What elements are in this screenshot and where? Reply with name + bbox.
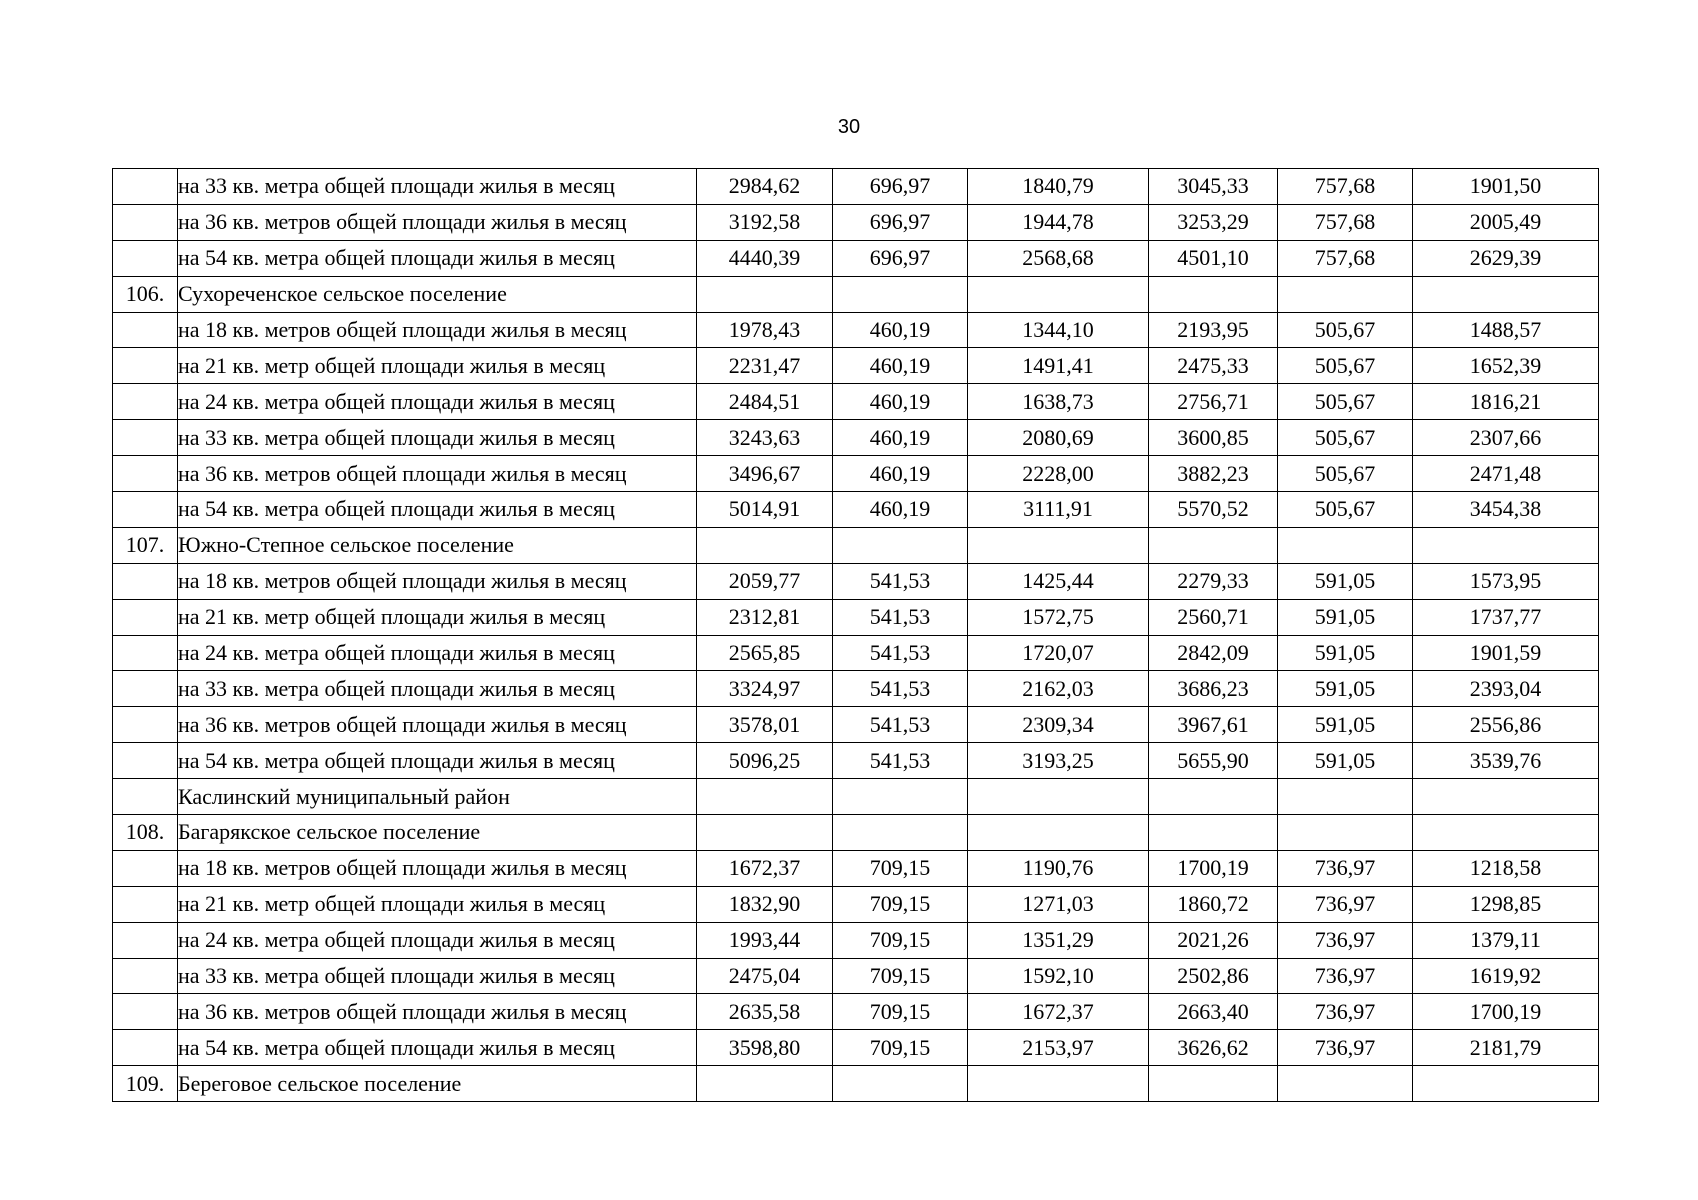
value-cell-5: 736,97 — [1278, 994, 1413, 1030]
value-cell-2: 696,97 — [833, 169, 968, 205]
row-number — [113, 922, 178, 958]
value-cell-4: 3967,61 — [1149, 707, 1278, 743]
row-number — [113, 420, 178, 456]
table-row — [113, 240, 1599, 276]
value-cell-1: 2059,77 — [697, 563, 833, 599]
value-cell-1 — [697, 815, 833, 851]
row-description: на 36 кв. метров общей площади жилья в месяц — [178, 204, 697, 240]
row-description: на 54 кв. метра общей площади жилья в месяц — [178, 240, 697, 276]
value-cell-3: 1491,41 — [968, 348, 1149, 384]
value-cell-4: 2475,33 — [1149, 348, 1278, 384]
value-cell-2 — [833, 779, 968, 815]
value-cell-3: 1351,29 — [968, 922, 1149, 958]
value-cell-3 — [968, 1066, 1149, 1102]
row-number — [113, 886, 178, 922]
row-description: на 18 кв. метров общей площади жилья в месяц — [178, 850, 697, 886]
value-cell-6: 2556,86 — [1413, 707, 1599, 743]
row-description: на 36 кв. метров общей площади жилья в месяц — [178, 994, 697, 1030]
row-number — [113, 492, 178, 528]
value-cell-3 — [968, 527, 1149, 563]
table-row — [113, 707, 1599, 743]
value-cell-4: 3253,29 — [1149, 204, 1278, 240]
value-cell-5 — [1278, 527, 1413, 563]
value-cell-3: 1638,73 — [968, 384, 1149, 420]
value-cell-4: 2021,26 — [1149, 922, 1278, 958]
value-cell-2 — [833, 527, 968, 563]
value-cell-3 — [968, 779, 1149, 815]
value-cell-1: 2484,51 — [697, 384, 833, 420]
value-cell-6: 1737,77 — [1413, 599, 1599, 635]
value-cell-2: 541,53 — [833, 599, 968, 635]
row-number — [113, 348, 178, 384]
value-cell-2: 709,15 — [833, 850, 968, 886]
value-cell-1: 3496,67 — [697, 456, 833, 492]
value-cell-3: 3193,25 — [968, 743, 1149, 779]
value-cell-3: 1344,10 — [968, 312, 1149, 348]
table-row — [113, 456, 1599, 492]
row-number — [113, 671, 178, 707]
value-cell-3: 1572,75 — [968, 599, 1149, 635]
value-cell-2: 460,19 — [833, 384, 968, 420]
value-cell-4: 1860,72 — [1149, 886, 1278, 922]
value-cell-1: 3324,97 — [697, 671, 833, 707]
value-cell-6: 1218,58 — [1413, 850, 1599, 886]
tariff-table — [112, 168, 1599, 1102]
value-cell-4: 3626,62 — [1149, 1030, 1278, 1066]
value-cell-2: 541,53 — [833, 635, 968, 671]
value-cell-4: 2756,71 — [1149, 384, 1278, 420]
row-description: Береговое сельское поселение — [178, 1066, 697, 1102]
table-row — [113, 671, 1599, 707]
value-cell-6: 2307,66 — [1413, 420, 1599, 456]
row-number: 109. — [113, 1066, 178, 1102]
value-cell-3: 1944,78 — [968, 204, 1149, 240]
value-cell-4: 3686,23 — [1149, 671, 1278, 707]
value-cell-2: 541,53 — [833, 743, 968, 779]
value-cell-6: 2181,79 — [1413, 1030, 1599, 1066]
value-cell-2: 709,15 — [833, 994, 968, 1030]
row-description: на 21 кв. метр общей площади жилья в месяц — [178, 886, 697, 922]
value-cell-6: 2471,48 — [1413, 456, 1599, 492]
value-cell-3: 1840,79 — [968, 169, 1149, 205]
value-cell-5: 505,67 — [1278, 312, 1413, 348]
value-cell-5: 505,67 — [1278, 456, 1413, 492]
value-cell-1 — [697, 527, 833, 563]
value-cell-1 — [697, 779, 833, 815]
value-cell-1: 4440,39 — [697, 240, 833, 276]
value-cell-2: 460,19 — [833, 456, 968, 492]
row-number — [113, 958, 178, 994]
table-row — [113, 815, 1599, 851]
value-cell-5: 505,67 — [1278, 492, 1413, 528]
value-cell-1 — [697, 1066, 833, 1102]
table-row — [113, 779, 1599, 815]
row-number — [113, 779, 178, 815]
value-cell-2: 709,15 — [833, 1030, 968, 1066]
table-row — [113, 994, 1599, 1030]
value-cell-6: 3454,38 — [1413, 492, 1599, 528]
table-body — [113, 169, 1599, 1102]
row-description: на 24 кв. метра общей площади жилья в месяц — [178, 384, 697, 420]
value-cell-5: 757,68 — [1278, 240, 1413, 276]
table-row — [113, 886, 1599, 922]
value-cell-2: 460,19 — [833, 348, 968, 384]
value-cell-6: 1488,57 — [1413, 312, 1599, 348]
value-cell-5: 757,68 — [1278, 204, 1413, 240]
value-cell-3: 2309,34 — [968, 707, 1149, 743]
value-cell-6: 1573,95 — [1413, 563, 1599, 599]
value-cell-5 — [1278, 815, 1413, 851]
value-cell-6 — [1413, 815, 1599, 851]
table-row — [113, 743, 1599, 779]
value-cell-3: 1271,03 — [968, 886, 1149, 922]
value-cell-6: 1901,59 — [1413, 635, 1599, 671]
value-cell-4 — [1149, 815, 1278, 851]
value-cell-3: 1592,10 — [968, 958, 1149, 994]
value-cell-2 — [833, 276, 968, 312]
value-cell-1: 2475,04 — [697, 958, 833, 994]
value-cell-6: 3539,76 — [1413, 743, 1599, 779]
value-cell-5: 736,97 — [1278, 886, 1413, 922]
value-cell-5 — [1278, 276, 1413, 312]
value-cell-4 — [1149, 779, 1278, 815]
row-number: 107. — [113, 527, 178, 563]
row-description: на 54 кв. метра общей площади жилья в месяц — [178, 743, 697, 779]
table-row — [113, 492, 1599, 528]
row-number — [113, 707, 178, 743]
value-cell-3: 2153,97 — [968, 1030, 1149, 1066]
value-cell-2 — [833, 1066, 968, 1102]
value-cell-5: 505,67 — [1278, 384, 1413, 420]
row-number — [113, 456, 178, 492]
value-cell-3: 1425,44 — [968, 563, 1149, 599]
row-number — [113, 384, 178, 420]
row-number — [113, 563, 178, 599]
row-description: Багарякское сельское поселение — [178, 815, 697, 851]
row-description: на 18 кв. метров общей площади жилья в месяц — [178, 312, 697, 348]
table-row — [113, 563, 1599, 599]
value-cell-1: 2312,81 — [697, 599, 833, 635]
row-description: на 54 кв. метра общей площади жилья в месяц — [178, 1030, 697, 1066]
table-row — [113, 384, 1599, 420]
value-cell-5: 591,05 — [1278, 635, 1413, 671]
row-description: на 24 кв. метра общей площади жилья в месяц — [178, 635, 697, 671]
value-cell-3: 2228,00 — [968, 456, 1149, 492]
row-number — [113, 204, 178, 240]
value-cell-6: 2393,04 — [1413, 671, 1599, 707]
value-cell-5 — [1278, 779, 1413, 815]
table-row — [113, 1066, 1599, 1102]
value-cell-1: 3578,01 — [697, 707, 833, 743]
value-cell-4: 3882,23 — [1149, 456, 1278, 492]
value-cell-5: 591,05 — [1278, 563, 1413, 599]
value-cell-2: 541,53 — [833, 707, 968, 743]
value-cell-6: 1652,39 — [1413, 348, 1599, 384]
value-cell-4 — [1149, 276, 1278, 312]
value-cell-3: 2080,69 — [968, 420, 1149, 456]
value-cell-1: 1993,44 — [697, 922, 833, 958]
row-description: на 33 кв. метра общей площади жилья в месяц — [178, 169, 697, 205]
table-row — [113, 958, 1599, 994]
value-cell-3: 1190,76 — [968, 850, 1149, 886]
page-number: 30 — [837, 116, 861, 138]
row-description: на 24 кв. метра общей площади жилья в месяц — [178, 922, 697, 958]
table-row — [113, 169, 1599, 205]
value-cell-1: 2565,85 — [697, 635, 833, 671]
value-cell-1: 2231,47 — [697, 348, 833, 384]
value-cell-3: 2568,68 — [968, 240, 1149, 276]
row-description: Сухореченское сельское поселение — [178, 276, 697, 312]
value-cell-4: 3045,33 — [1149, 169, 1278, 205]
value-cell-5: 591,05 — [1278, 707, 1413, 743]
value-cell-6: 1379,11 — [1413, 922, 1599, 958]
row-description: Южно-Степное сельское поселение — [178, 527, 697, 563]
table-row — [113, 1030, 1599, 1066]
value-cell-5 — [1278, 1066, 1413, 1102]
value-cell-6 — [1413, 276, 1599, 312]
value-cell-4: 2842,09 — [1149, 635, 1278, 671]
value-cell-5: 591,05 — [1278, 743, 1413, 779]
row-description: на 33 кв. метра общей площади жилья в месяц — [178, 958, 697, 994]
value-cell-5: 757,68 — [1278, 169, 1413, 205]
value-cell-2: 709,15 — [833, 958, 968, 994]
row-description: на 21 кв. метр общей площади жилья в месяц — [178, 348, 697, 384]
value-cell-1 — [697, 276, 833, 312]
value-cell-1: 3598,80 — [697, 1030, 833, 1066]
value-cell-2 — [833, 815, 968, 851]
value-cell-6 — [1413, 1066, 1599, 1102]
row-description: на 21 кв. метр общей площади жилья в месяц — [178, 599, 697, 635]
value-cell-3 — [968, 815, 1149, 851]
value-cell-4: 4501,10 — [1149, 240, 1278, 276]
value-cell-4: 1700,19 — [1149, 850, 1278, 886]
row-description: на 33 кв. метра общей площади жилья в месяц — [178, 420, 697, 456]
value-cell-4: 2193,95 — [1149, 312, 1278, 348]
value-cell-3: 1720,07 — [968, 635, 1149, 671]
row-number — [113, 312, 178, 348]
table-row — [113, 276, 1599, 312]
value-cell-6: 1901,50 — [1413, 169, 1599, 205]
value-cell-2: 541,53 — [833, 563, 968, 599]
value-cell-5: 591,05 — [1278, 599, 1413, 635]
value-cell-2: 460,19 — [833, 312, 968, 348]
value-cell-6 — [1413, 527, 1599, 563]
value-cell-2: 460,19 — [833, 492, 968, 528]
table-row — [113, 850, 1599, 886]
value-cell-1: 3192,58 — [697, 204, 833, 240]
value-cell-4: 2279,33 — [1149, 563, 1278, 599]
row-number — [113, 599, 178, 635]
value-cell-4: 5655,90 — [1149, 743, 1278, 779]
value-cell-4: 2663,40 — [1149, 994, 1278, 1030]
row-number — [113, 240, 178, 276]
value-cell-6: 2005,49 — [1413, 204, 1599, 240]
row-number — [113, 635, 178, 671]
row-description: на 54 кв. метра общей площади жилья в месяц — [178, 492, 697, 528]
value-cell-2: 696,97 — [833, 204, 968, 240]
value-cell-5: 736,97 — [1278, 850, 1413, 886]
value-cell-1: 5014,91 — [697, 492, 833, 528]
value-cell-5: 736,97 — [1278, 1030, 1413, 1066]
value-cell-1: 1832,90 — [697, 886, 833, 922]
value-cell-2: 541,53 — [833, 671, 968, 707]
value-cell-5: 591,05 — [1278, 671, 1413, 707]
value-cell-5: 736,97 — [1278, 922, 1413, 958]
value-cell-1: 1672,37 — [697, 850, 833, 886]
row-number — [113, 994, 178, 1030]
value-cell-1: 3243,63 — [697, 420, 833, 456]
value-cell-2: 709,15 — [833, 886, 968, 922]
table-row — [113, 922, 1599, 958]
row-number — [113, 169, 178, 205]
row-number — [113, 850, 178, 886]
value-cell-3: 3111,91 — [968, 492, 1149, 528]
value-cell-6: 1700,19 — [1413, 994, 1599, 1030]
row-description: на 36 кв. метров общей площади жилья в месяц — [178, 707, 697, 743]
value-cell-4 — [1149, 527, 1278, 563]
table-row — [113, 599, 1599, 635]
value-cell-3: 1672,37 — [968, 994, 1149, 1030]
value-cell-2: 696,97 — [833, 240, 968, 276]
table-row — [113, 527, 1599, 563]
value-cell-5: 736,97 — [1278, 958, 1413, 994]
value-cell-5: 505,67 — [1278, 420, 1413, 456]
value-cell-1: 5096,25 — [697, 743, 833, 779]
value-cell-3 — [968, 276, 1149, 312]
value-cell-2: 709,15 — [833, 922, 968, 958]
row-description: на 36 кв. метров общей площади жилья в месяц — [178, 456, 697, 492]
value-cell-4: 3600,85 — [1149, 420, 1278, 456]
value-cell-4: 5570,52 — [1149, 492, 1278, 528]
value-cell-4: 2560,71 — [1149, 599, 1278, 635]
value-cell-6: 1298,85 — [1413, 886, 1599, 922]
table-row — [113, 420, 1599, 456]
value-cell-2: 460,19 — [833, 420, 968, 456]
row-description: на 33 кв. метра общей площади жилья в месяц — [178, 671, 697, 707]
value-cell-4 — [1149, 1066, 1278, 1102]
value-cell-1: 2984,62 — [697, 169, 833, 205]
value-cell-4: 2502,86 — [1149, 958, 1278, 994]
value-cell-6: 1816,21 — [1413, 384, 1599, 420]
value-cell-5: 505,67 — [1278, 348, 1413, 384]
value-cell-1: 1978,43 — [697, 312, 833, 348]
table-row — [113, 348, 1599, 384]
value-cell-6: 2629,39 — [1413, 240, 1599, 276]
row-number: 108. — [113, 815, 178, 851]
row-number: 106. — [113, 276, 178, 312]
value-cell-1: 2635,58 — [697, 994, 833, 1030]
value-cell-6: 1619,92 — [1413, 958, 1599, 994]
row-description: на 18 кв. метров общей площади жилья в месяц — [178, 563, 697, 599]
table-row — [113, 635, 1599, 671]
row-number — [113, 1030, 178, 1066]
value-cell-6 — [1413, 779, 1599, 815]
row-number — [113, 743, 178, 779]
table-row — [113, 312, 1599, 348]
row-description: Каслинский муниципальный район — [178, 779, 697, 815]
table-row — [113, 204, 1599, 240]
value-cell-3: 2162,03 — [968, 671, 1149, 707]
